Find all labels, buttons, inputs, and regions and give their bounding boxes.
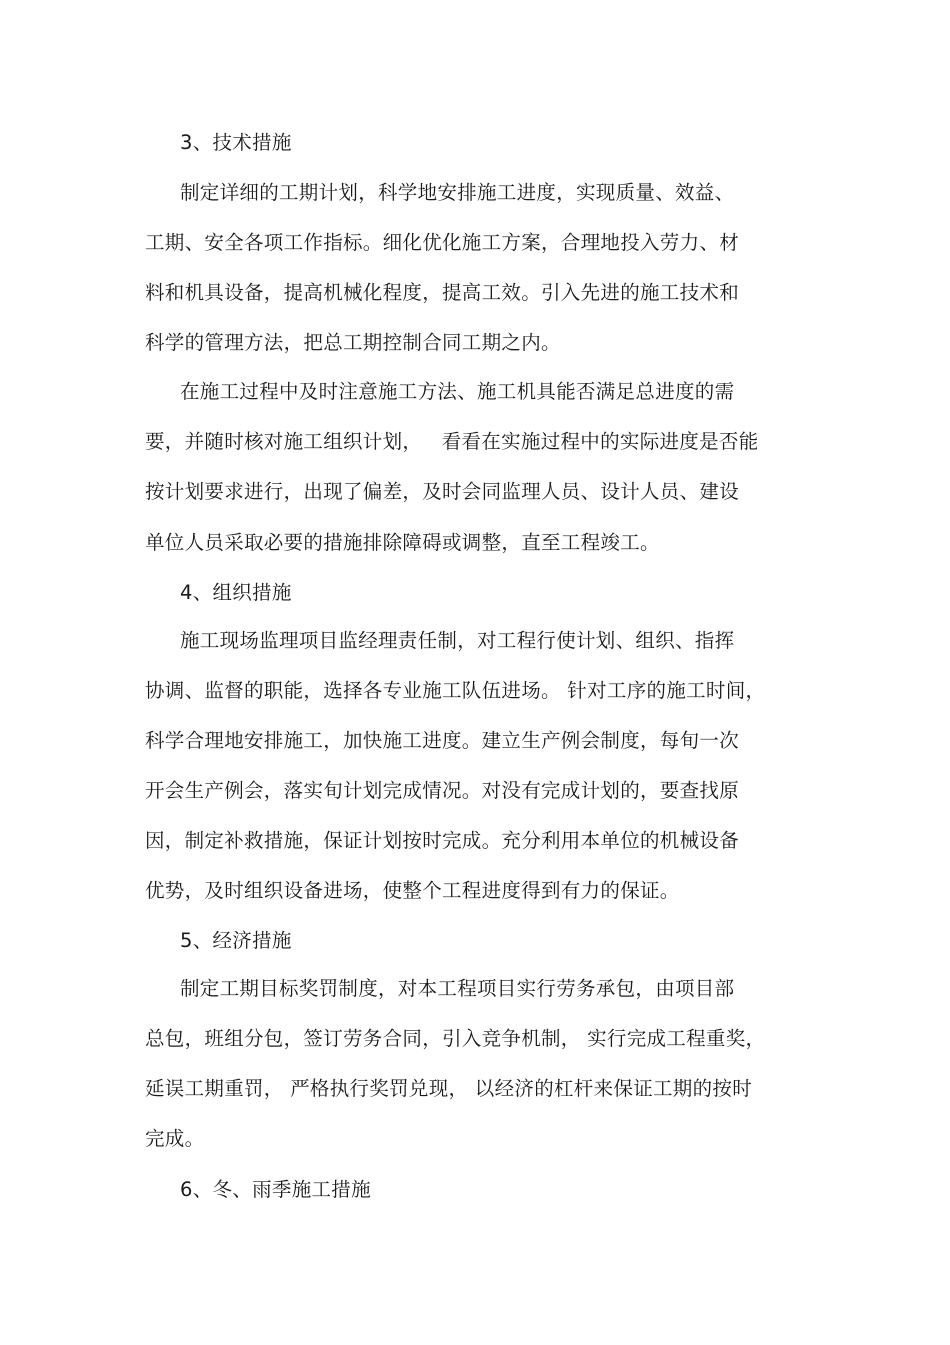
section-heading-economic: 5、经济措施 [180,929,292,952]
section-heading-technical: 3、技术措施 [180,131,292,154]
paragraph-line: 科学合理地安排施工，加快施工进度。建立生产例会制度，每旬一次 [145,729,740,752]
section-heading-winter-rainy: 6、冬、雨季施工措施 [180,1178,371,1201]
paragraph-line: 开会生产例会，落实旬计划完成情况。对没有完成计划的，要查找原 [145,779,740,802]
section-heading-organization: 4、组织措施 [180,581,292,604]
paragraph-line: 要，并随时核对施工组织计划， 看看在实施过程中的实际进度是否能 [145,430,759,453]
paragraph-line: 在施工过程中及时注意施工方法、施工机具能否满足总进度的需 [180,380,735,403]
paragraph-line: 制定工期目标奖罚制度，对本工程项目实行劳务承包，由项目部 [180,977,735,1000]
paragraph-line: 料和机具设备，提高机械化程度，提高工效。引入先进的施工技术和 [145,281,740,304]
paragraph-line: 制定详细的工期计划，科学地安排施工进度，实现质量、效益、 [180,181,735,204]
paragraph-line: 单位人员采取必要的措施排除障碍或调整，直至工程竣工。 [145,531,660,554]
paragraph-line: 工期、安全各项工作指标。细化优化施工方案，合理地投入劳力、材 [145,231,740,254]
paragraph-line: 延误工期重罚， 严格执行奖罚兑现， 以经济的杠杆来保证工期的按时 [145,1077,752,1100]
paragraph-line: 因，制定补救措施，保证计划按时完成。充分利用本单位的机械设备 [145,829,740,852]
paragraph-line: 施工现场监理项目监经理责任制，对工程行使计划、组织、指挥 [180,629,735,652]
paragraph-line: 按计划要求进行，出现了偏差，及时会同监理人员、设计人员、建设 [145,480,740,503]
paragraph-line: 完成。 [145,1127,205,1150]
paragraph-line: 科学的管理方法，把总工期控制合同工期之内。 [145,331,561,354]
paragraph-line: 协调、监督的职能，选择各专业施工队伍进场。 针对工序的施工时间， [145,679,766,702]
paragraph-line: 总包，班组分包，签订劳务合同，引入竞争机制， 实行完成工程重奖， [145,1027,766,1050]
paragraph-line: 优势，及时组织设备进场，使整个工程进度得到有力的保证。 [145,879,680,902]
